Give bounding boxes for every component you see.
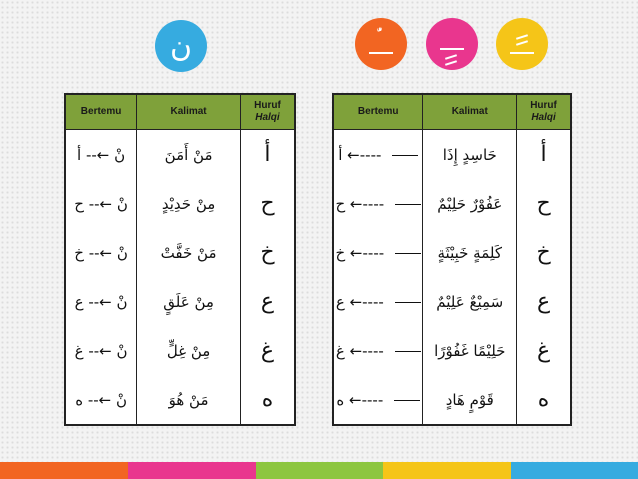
tanwin-line [394, 400, 420, 401]
table-row [333, 130, 571, 180]
nun-letter: ن [169, 28, 193, 64]
color-bar-yellow [383, 462, 511, 479]
line-mark [510, 52, 534, 54]
bertemu-cell [333, 179, 423, 228]
fathatain-icon [496, 18, 548, 70]
huruf-cell: ه [517, 375, 571, 425]
kalimat-cell: عَفُوْرٌ حَلِيْمٌ [423, 179, 517, 228]
bertemu-text: ح ←---- [335, 194, 385, 213]
tanwin-line [395, 351, 421, 352]
header-huruf: Huruf Halqi [240, 94, 295, 130]
huruf-cell: أ [517, 130, 571, 180]
tanwin-line [392, 155, 418, 156]
table-row [65, 326, 295, 375]
table-row [65, 228, 295, 277]
fathatain-icon [426, 18, 478, 70]
header-bertemu: Bertemu [333, 94, 423, 130]
bertemu-cell [333, 228, 423, 277]
kalimat-cell: حَلِيْمًا غَفُوْرًا [423, 326, 517, 375]
kalimat-cell: قَوْمٍ هَادٍ [423, 375, 517, 425]
huruf-cell: ح [517, 179, 571, 228]
table-row [333, 326, 571, 375]
bertemu-cell: نْ ←-- ه [65, 375, 137, 425]
header-kalimat: Kalimat [423, 94, 517, 130]
table-row [65, 179, 295, 228]
huruf-cell: أ [240, 130, 295, 180]
stroke-mark [445, 60, 457, 66]
bertemu-cell: نْ ←-- أ [65, 130, 137, 180]
bertemu-cell: نْ ←-- غ [65, 326, 137, 375]
bertemu-cell [333, 277, 423, 326]
left-table [64, 93, 296, 426]
header-huruf: Huruf Halqi [517, 94, 571, 130]
color-bar-green [256, 462, 383, 479]
table-row [65, 277, 295, 326]
huruf-cell: ع [240, 277, 295, 326]
table-row [333, 277, 571, 326]
bertemu-text: خ ←---- [335, 243, 385, 262]
bertemu-cell [333, 375, 423, 425]
bertemu-text: أ ←---- [338, 145, 382, 164]
bertemu-cell: نْ ←-- خ [65, 228, 137, 277]
tanwin-line [395, 253, 421, 254]
kalimat-cell: حَاسِدٍ إِذَا [423, 130, 517, 180]
kalimat-cell: مِنْ حَدِيْدٍ [137, 179, 241, 228]
color-bar-pink [128, 462, 256, 479]
bertemu-cell: نْ ←-- ع [65, 277, 137, 326]
kalimat-cell: سَمِيْعٌ عَلِيْمٌ [423, 277, 517, 326]
huruf-cell: غ [240, 326, 295, 375]
kalimat-cell: مَنْ أَمَنَ [137, 130, 241, 180]
kalimat-cell: مِنْ غِلٍّ [137, 326, 241, 375]
color-bar-orange [0, 462, 128, 479]
color-bar-blue [511, 462, 638, 479]
huruf-cell: ع [517, 277, 571, 326]
kalimat-cell: مَنْ خَفَّتْ [137, 228, 241, 277]
right-table [332, 93, 572, 426]
sukun-shadda-icon [355, 18, 407, 70]
table-row [65, 130, 295, 180]
bertemu-text: غ ←---- [335, 341, 384, 360]
line-mark [369, 52, 393, 54]
bertemu-text: ع ←---- [335, 292, 384, 311]
table-row [65, 375, 295, 425]
kalimat-cell: مِنْ عَلَقٍ [137, 277, 241, 326]
kalimat-cell: مَنْ هُوَ [137, 375, 241, 425]
nun-circle-icon [155, 20, 207, 72]
huruf-cell: خ [517, 228, 571, 277]
bertemu-text: ه ←---- [336, 390, 384, 409]
table-row [333, 228, 571, 277]
huruf-cell: غ [517, 326, 571, 375]
tanwin-line [395, 302, 421, 303]
header-kalimat: Kalimat [137, 94, 241, 130]
line-mark [440, 48, 464, 50]
bertemu-cell: نْ ←-- ح [65, 179, 137, 228]
stroke-mark [516, 40, 528, 46]
kalimat-cell: كَلِمَةٍ خَبِيْثَةٍ [423, 228, 517, 277]
bertemu-cell [333, 326, 423, 375]
header-bertemu: Bertemu [65, 94, 137, 130]
tanwin-line [395, 204, 421, 205]
table-row [333, 179, 571, 228]
table-row [333, 375, 571, 425]
huruf-cell: خ [240, 228, 295, 277]
stroke-mark [445, 54, 457, 60]
huruf-cell: ه [240, 375, 295, 425]
huruf-cell: ح [240, 179, 295, 228]
stroke-mark [516, 34, 528, 40]
bertemu-cell [333, 130, 423, 180]
